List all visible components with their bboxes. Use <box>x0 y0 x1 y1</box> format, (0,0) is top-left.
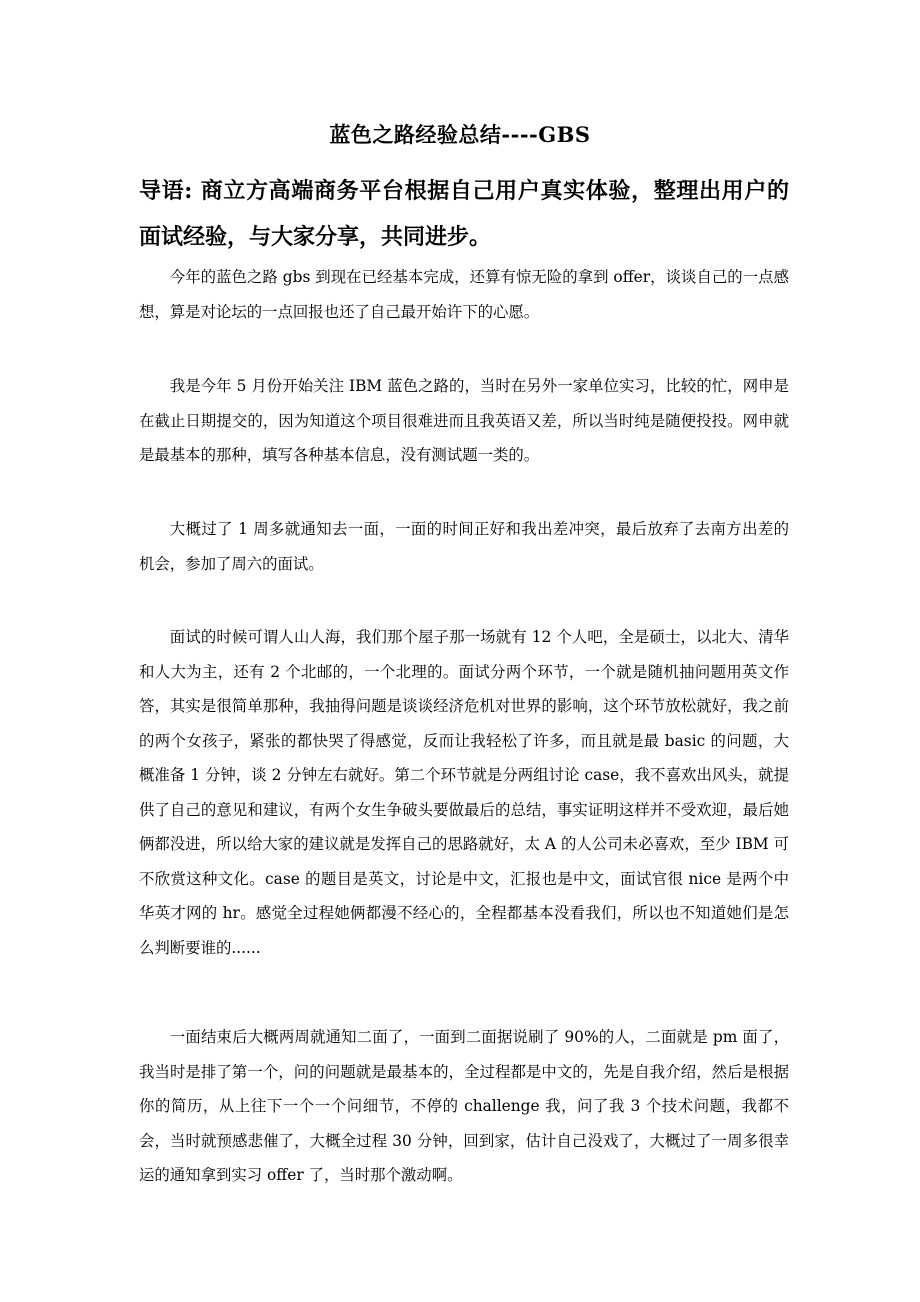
body-paragraph: 一面结束后大概两周就通知二面了，一面到二面据说刷了 90%的人，二面就是 pm 面了，我当时是排了第一个，问的问题就是最基本的，全过程都是中文的，先是自我介绍，然后是根据你的简历，从上往下一个一个问细节，不停的 challenge 我，问了我 3 个技术问题，我都不会，当时就预感悲催了，大概全过程 30 分钟，回到家，估计自己没戏了，大概过了一周多很幸运的通知拿到实习 offer 了，当时那个激动啊。 <box>139 1028 789 1184</box>
body-paragraph: 今年的蓝色之路 gbs 到现在已经基本完成，还算有惊无险的拿到 offer，谈谈自己的一点感想，算是对论坛的一点回报也还了自己最开始许下的心愿。 <box>139 268 789 321</box>
body-paragraph: 面试的时候可谓人山人海，我们那个屋子那一场就有 12 个人吧，全是硕士，以北大、清华和人大为主，还有 2 个北邮的，一个北理的。面试分两个环节，一个就是随机抽问题用英文作答，其实是很简单那种，我抽得问题是谈谈经济危机对世界的影响，这个环节放松就好，我之前的两个女孩子，紧张的都快哭了得感觉，反而让我轻松了许多，而且就是最 basic 的问题，大概准备 1 分钟，谈 2 分钟左右就好。第二个环节就是分两组讨论 case，我不喜欢出风头，就提供了自己的意见和建议，有两个女生争破头要做最后的总结，事实证明这样并不受欢迎，最后她俩都没进，所以给大家的建议就是发挥自己的思路就好，太 A 的人公司未必喜欢，至少 IBM 可不欣赏这种文化。case 的题目是英文，讨论是中文，汇报也是中文，面试官很 nice 是两个中华英才网的 hr。感觉全过程她俩都漫不经心的，全程都基本没看我们，所以也不知道她们是怎么判断要谁的...... <box>139 628 789 957</box>
document-title: 蓝色之路经验总结----GBS <box>329 122 591 147</box>
body-paragraph: 我是今年 5 月份开始关注 IBM 蓝色之路的，当时在另外一家单位实习，比较的忙，网申是在截止日期提交的，因为知道这个项目很难进而且我英语又差，所以当时纯是随便投投。网申就是最基本的那种，填写各种基本信息，没有测试题一类的。 <box>139 377 789 464</box>
body-paragraph: 大概过了 1 周多就通知去一面，一面的时间正好和我出差冲突，最后放弃了去南方出差的机会，参加了周六的面试。 <box>139 520 789 573</box>
lead-paragraph: 导语: 商立方高端商务平台根据自己用户真实体验，整理出用户的面试经验，与大家分享，共同进步。 <box>139 178 789 250</box>
